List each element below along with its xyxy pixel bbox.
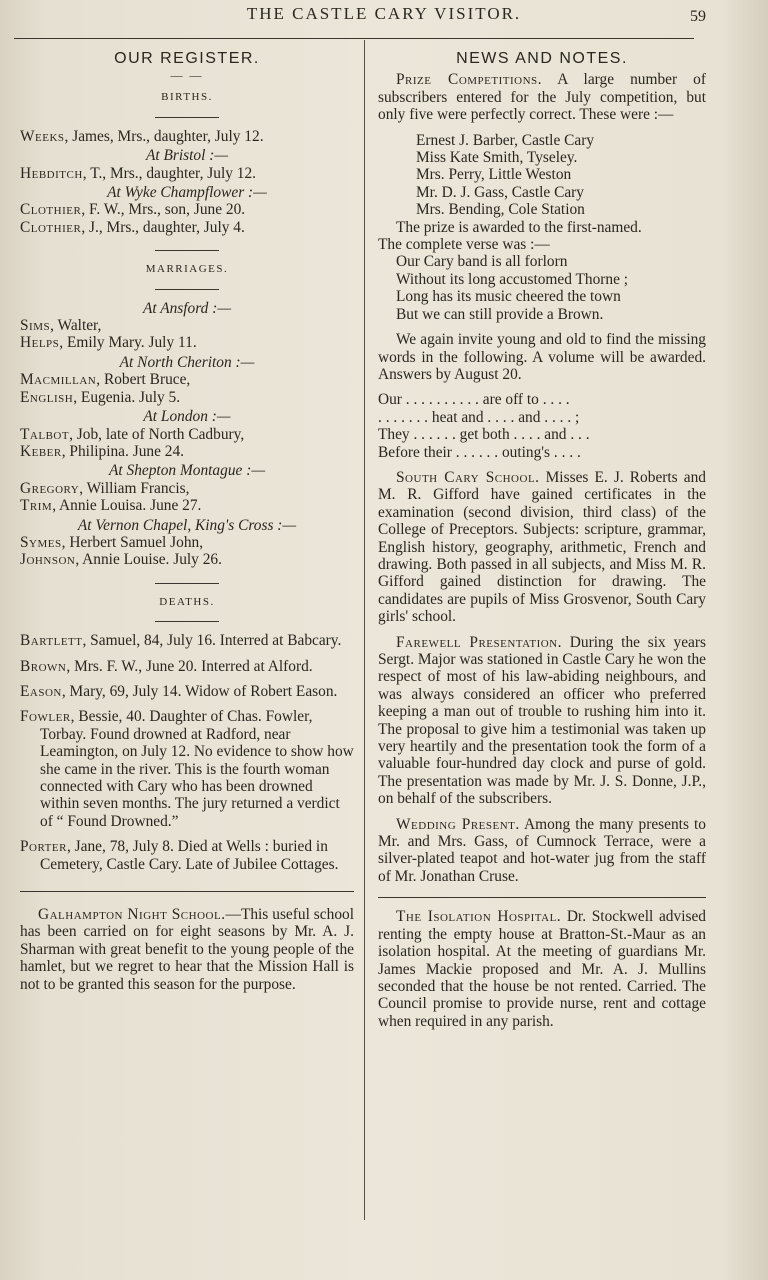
entry-surname: Gregory (20, 479, 80, 497)
death-entry (20, 658, 354, 675)
entry-surname: Helps (20, 334, 60, 352)
entry-details: , William Francis, (79, 479, 190, 497)
register-entry (20, 334, 354, 351)
entry-surname: Hebditch (20, 164, 83, 182)
prize-awarded: The prize is awarded to the first-named. (396, 218, 642, 236)
news-title: NEWS AND NOTES. (456, 50, 628, 67)
place-heading: At London :— (143, 408, 231, 426)
register-entry (20, 551, 354, 568)
isolation-rule (378, 897, 706, 898)
entry-details: , Robert Bruce, (96, 371, 191, 389)
marriages-rule (155, 250, 219, 251)
death-entry (20, 632, 354, 649)
register-entry (20, 165, 354, 182)
title-dash: — — (170, 68, 204, 83)
isolation-lead: The Isolation Hospital. (396, 908, 562, 926)
marriages-list (20, 300, 354, 569)
place-heading: At Vernon Chapel, King's Cross :— (77, 516, 297, 534)
register-entry (20, 317, 354, 334)
running-title: THE CASTLE CARY VISITOR. (246, 4, 522, 23)
births-list (20, 128, 354, 236)
entry-surname: English (20, 388, 74, 406)
galhampton-text: —This useful school has been carried on for eight seasons by Mr. A. J. Sharman with great benefit to the young people of the hamlet, but we regret to hear that the Mission Hall is not to be granted this season for the purpose. (20, 906, 354, 993)
verse-line: Our Cary band is all forlorn (396, 253, 568, 271)
register-entry (20, 480, 354, 497)
death-entry (20, 708, 354, 830)
farewell-text: During the six years Sergt. Major was stationed in Castle Cary he won the respect of most of his law-abiding neighbours, and was always considered an officer who preferred keeping a man out of trouble to rushing him into it. The proposal to give him a testimonial was taken up very heartily and the presentation took the form of a valuable four-hundred day clock and purse of gold. The presentation was made by Mr. J. S. Donne, J.P., on behalf of the subscribers. (378, 633, 706, 808)
deaths-list (20, 632, 354, 873)
verse-line: Without its long accustomed Thorne ; (396, 270, 629, 288)
entry-surname: Brown (20, 657, 67, 675)
entry-details: , Annie Louisa. June 27. (52, 497, 202, 515)
register-entry (20, 219, 354, 236)
galhampton-rule (20, 891, 354, 892)
entry-surname: Clothier (20, 218, 82, 236)
news-column (378, 46, 706, 1038)
register-title: OUR REGISTER. (114, 50, 260, 67)
entry-details: , F. W., Mrs., son, June 20. (81, 201, 246, 219)
wedding-lead: Wedding Present. (396, 815, 520, 833)
cloze-line: Our . . . . . . . . . . are off to . . . . (378, 391, 570, 409)
place-heading: At Bristol :— (145, 147, 229, 165)
winners-list (378, 132, 706, 219)
place-heading: At Shepton Montague :— (108, 462, 266, 480)
entry-surname: Sims (20, 317, 51, 335)
register-column (20, 46, 354, 993)
verse-line: But we can still provide a Brown. (396, 305, 604, 323)
wedding-paragraph (378, 816, 706, 886)
entry-surname: Macmillan (20, 371, 97, 389)
galhampton-note (20, 906, 354, 993)
register-entry (20, 389, 354, 406)
entry-surname: Weeks (20, 127, 65, 145)
entry-details: , Annie Louise. July 26. (75, 551, 222, 569)
entry-surname: Keber (20, 442, 62, 460)
winner-name: Ernest J. Barber, Castle Cary (416, 131, 595, 149)
entry-details: , Job, late of North Cadbury, (69, 425, 245, 443)
entry-details: , J., Mrs., daughter, July 4. (81, 218, 245, 236)
south-cary-lead: South Cary School. (396, 468, 540, 486)
entry-surname: Fowler (20, 708, 71, 726)
register-entry (20, 534, 354, 551)
entry-surname: Symes (20, 533, 62, 551)
galhampton-lead: Galhampton Night School. (38, 906, 226, 924)
verse-lines (378, 253, 706, 323)
register-entry (20, 201, 354, 218)
entry-details: , Walter, (50, 317, 102, 335)
births-heading: BIRTHS. (161, 91, 213, 104)
marriages-heading: MARRIAGES. (145, 263, 229, 276)
prize-text: A large number of subscribers entered for the July competition, but only five were perfectly correct. These were :— (378, 71, 706, 124)
entry-surname: Eason (20, 682, 62, 700)
entry-surname: Porter (20, 838, 67, 856)
entry-details: , James, Mrs., daughter, July 12. (64, 127, 264, 145)
entry-details: , Eugenia. July 5. (73, 388, 181, 406)
verse-line: Long has its music cheered the town (396, 288, 621, 306)
header-rule (14, 38, 694, 39)
south-cary-paragraph (378, 469, 706, 626)
death-entry (20, 683, 354, 700)
prize-paragraph (378, 71, 706, 123)
farewell-lead: Farewell Presentation. (396, 633, 562, 651)
entry-surname: Johnson (20, 551, 76, 569)
deaths-rule-2 (155, 621, 219, 622)
entry-surname: Clothier (20, 201, 82, 219)
entry-surname: Talbot (20, 425, 70, 443)
entry-details: , Emily Mary. July 11. (59, 334, 197, 352)
farewell-paragraph (378, 634, 706, 808)
entry-details: , Samuel, 84, July 16. Interred at Babcary. (82, 632, 342, 650)
winner-name: Mrs. Perry, Little Weston (416, 166, 572, 184)
wedding-text: Among the many presents to Mr. and Mrs. Gass, of Cumnock Terrace, were a silver-plated teapot and hot-water jug from the staff of Mr. Jonathan Cruse. (378, 815, 707, 885)
entry-details: , Herbert Samuel John, (61, 533, 204, 551)
column-divider (364, 40, 365, 1220)
winner-name: Mrs. Bending, Cole Station (416, 201, 585, 219)
isolation-text: Dr. Stockwell advised renting the empty house at Bratton-St.-Maur as an isolation hospital. At the meeting of guardians Mr. James Mackie proposed and Mr. A. J. Mullins seconded that the house be not rented. Carried. The Council promise to provide nurse, rent and cottage when required in any parish. (378, 908, 706, 1030)
death-entry (20, 838, 354, 873)
entry-details: , Mrs. F. W., June 20. Interred at Alford. (66, 657, 313, 675)
cloze-line: Before their . . . . . . outing's . . . . (378, 443, 581, 461)
marriages-rule-2 (155, 289, 219, 290)
cloze-lines (378, 391, 706, 461)
cloze-line: They . . . . . . get both . . . . and . . . (378, 426, 590, 444)
cloze-line: . . . . . . . heat and . . . . and . . . . ; (378, 408, 580, 426)
verse-intro: The complete verse was :— (378, 236, 550, 254)
place-heading: At Ansford :— (142, 299, 232, 317)
entry-surname: Trim (20, 497, 53, 515)
deaths-heading: DEATHS. (159, 595, 215, 608)
register-entry (20, 497, 354, 514)
entry-details: , Philipina. June 24. (61, 442, 185, 460)
register-entry (20, 371, 354, 388)
place-heading: At North Cheriton :— (119, 353, 255, 371)
page-number: 59 (690, 8, 706, 25)
entry-surname: Bartlett (20, 632, 83, 650)
isolation-paragraph (378, 908, 706, 1030)
register-entry (20, 443, 354, 460)
entry-details: , T., Mrs., daughter, July 12. (82, 164, 257, 182)
south-cary-text: Misses E. J. Roberts and M. R. Gifford have gained certificates in the examination (second division, third class) of the College of Preceptors. Subjects: scripture, grammar, English history, geography, arithmetic, French and drawing. Both passed in all subjects, and Miss M. R. Gifford gained distinction for drawing. The candidates are pupils of Miss Grosvenor, South Cary girls' school. (378, 468, 707, 626)
place-heading: At Wyke Champflower :— (107, 184, 267, 202)
prize-lead: Prize Competitions. (396, 71, 543, 89)
births-rule (155, 117, 219, 118)
winner-name: Miss Kate Smith, Tyseley. (416, 149, 578, 167)
entry-details: , Jane, 78, July 8. Died at Wells : buried in Cemetery, Castle Cary. Late of Jubilee Cottages. (40, 838, 339, 873)
invite-paragraph: We again invite young and old to find the missing words in the following. A volume will be awarded. Answers by August 20. (378, 331, 706, 383)
register-entry (20, 128, 354, 145)
winner-name: Mr. D. J. Gass, Castle Cary (416, 183, 585, 201)
register-entry (20, 426, 354, 443)
deaths-rule (155, 583, 219, 584)
entry-details: , Bessie, 40. Daughter of Chas. Fowler, Torbay. Found drowned at Radford, near Leamington, on July 12. No evidence to show how she came in the river. This is the fourth woman connected with Cary who has been drowned within seven months. The jury returned a verdict of “ Found Drowned.” (40, 708, 354, 830)
entry-details: , Mary, 69, July 14. Widow of Robert Eason. (61, 682, 338, 700)
